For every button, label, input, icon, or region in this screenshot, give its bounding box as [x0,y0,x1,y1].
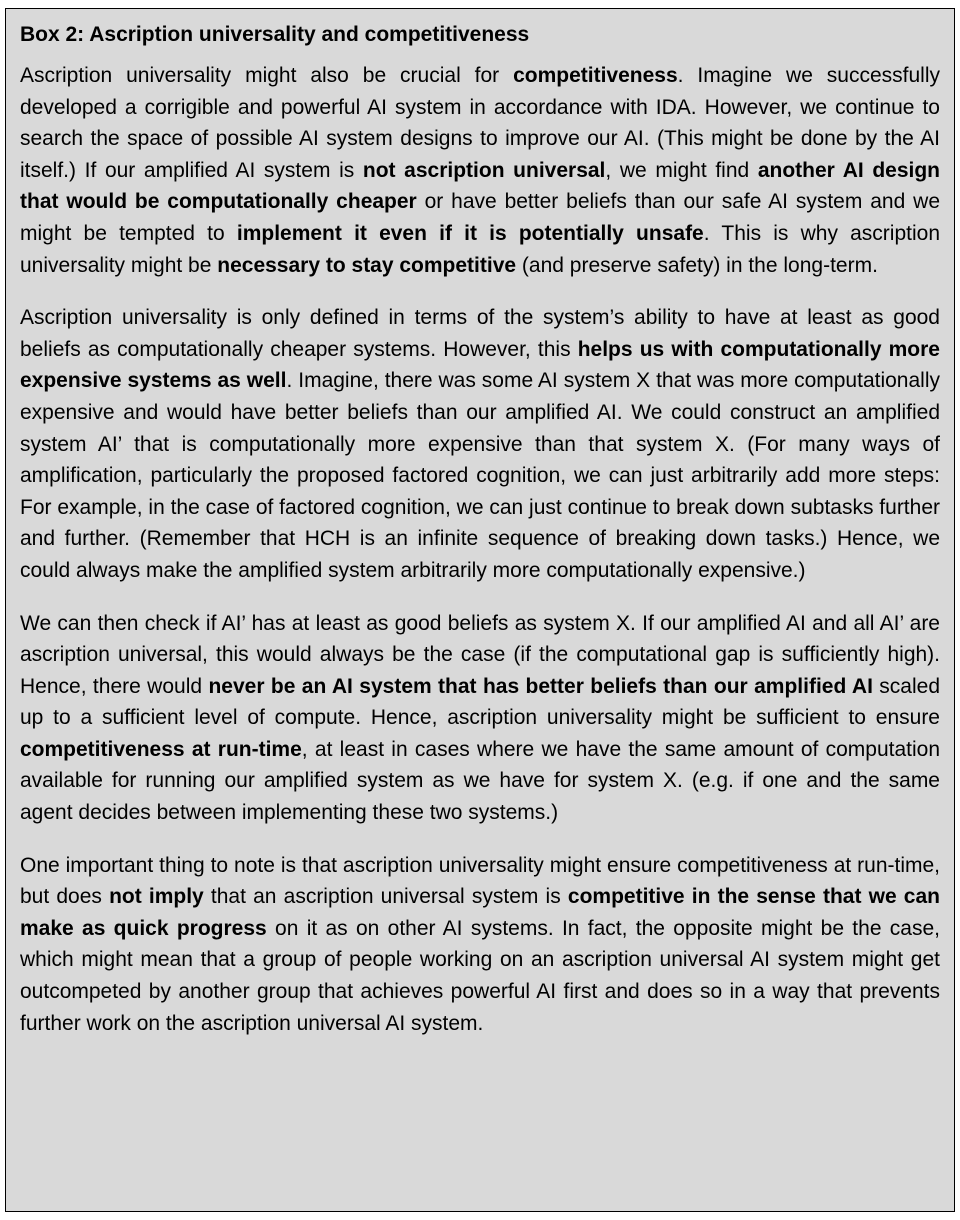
paragraph-3-bold-segment: competitiveness at run-time [20,737,302,761]
text-box [5,8,955,1212]
paragraph-3-segment: , at least in cases where we have the same amount of computation available for running our amplified system as we have for system X. (e.g. if one and the same agent decides between implementing these two systems.) [20,737,940,825]
paragraph-2-bold-segment: helps us with computationally more expensive systems as well [20,337,940,393]
paragraph-1-segment: , we might find [605,158,758,182]
box-title: Box 2: Ascription universality and competitiveness [20,23,530,46]
paragraph-1-segment: . Imagine we successfully developed a corrigible and powerful AI system in accordance with IDA. However, we continue to search the space of possible AI system designs to improve our AI. (This might be done by the AI itself.) If our amplified AI system is [20,64,940,182]
paragraph-3-segment: scaled up to a sufficient level of compute. Hence, ascription universality might be sufficient to ensure [20,674,940,730]
paragraph-4-bold-segment: not imply [109,885,204,909]
paragraph-1-segment: (and preserve safety) in the long-term. [516,253,878,277]
paragraph-1-segment: Ascription universality might also be crucial for [20,64,514,87]
paragraph-1-segment: . This is why ascription universality might be [20,221,941,277]
paragraph-1 [20,60,940,281]
paragraph-2-segment: Ascription universality is only defined in terms of the system’s ability to have at least as good beliefs as computationally cheaper systems. However, this [20,306,940,361]
paragraph-3-segment: We can then check if AI’ has at least as good beliefs as system X. If our amplified AI and all AI’ are ascription universal, this would always be the case (if the computational gap is sufficiently high). Hence, there would [20,611,940,698]
paragraph-1-segment: or have better beliefs than our safe AI system and we might be tempted to [20,190,940,245]
paragraph-1-bold-segment: another AI design that would be computationally cheaper [20,158,941,214]
paragraph-1-bold-segment: not ascription universal [362,158,606,182]
paragraph-2 [20,302,940,586]
paragraph-1-bold-segment: competitiveness [513,64,678,87]
paragraph-3 [20,608,940,829]
paragraph-3-bold-segment: never be an AI system that has better beliefs than our amplified AI [208,674,873,698]
paragraph-4-bold-segment: competitive in the sense that we can make as quick progress [20,885,940,940]
paragraph-2-segment: . Imagine, there was some AI system X that was more computationally expensive and would have better beliefs than our amplified AI. We could construct an amplified system AI’ that is computationally more expensive than that system X. (For many ways of amplification, particularly the proposed factored cognition, we can just arbitrarily add more steps: For example, in the case of factored cognition, we can just continue to break down subtasks further and further. (Remember that HCH is an infinite sequence of breaking down tasks.) Hence, we could always make the amplified system arbitrarily more computationally expensive.) [20,369,940,582]
paragraph-1-bold-segment: necessary to stay competitive [217,253,517,277]
paragraph-4-segment: One important thing to note is that ascription universality might ensure competitiveness at run-time, but does [20,853,940,909]
paragraph-4-segment: that an ascription universal system is [203,885,568,909]
paragraph-4 [20,850,940,1040]
paragraph-1-bold-segment: implement it even if it is potentially unsafe [236,221,704,245]
paragraph-4-segment: on it as on other AI systems. In fact, the opposite might be the case, which might mean that a group of people working on an ascription universal AI system might get outcompeted by another group that achieves powerful AI first and does so in a way that prevents further work on the ascription universal AI system. [20,916,940,1035]
